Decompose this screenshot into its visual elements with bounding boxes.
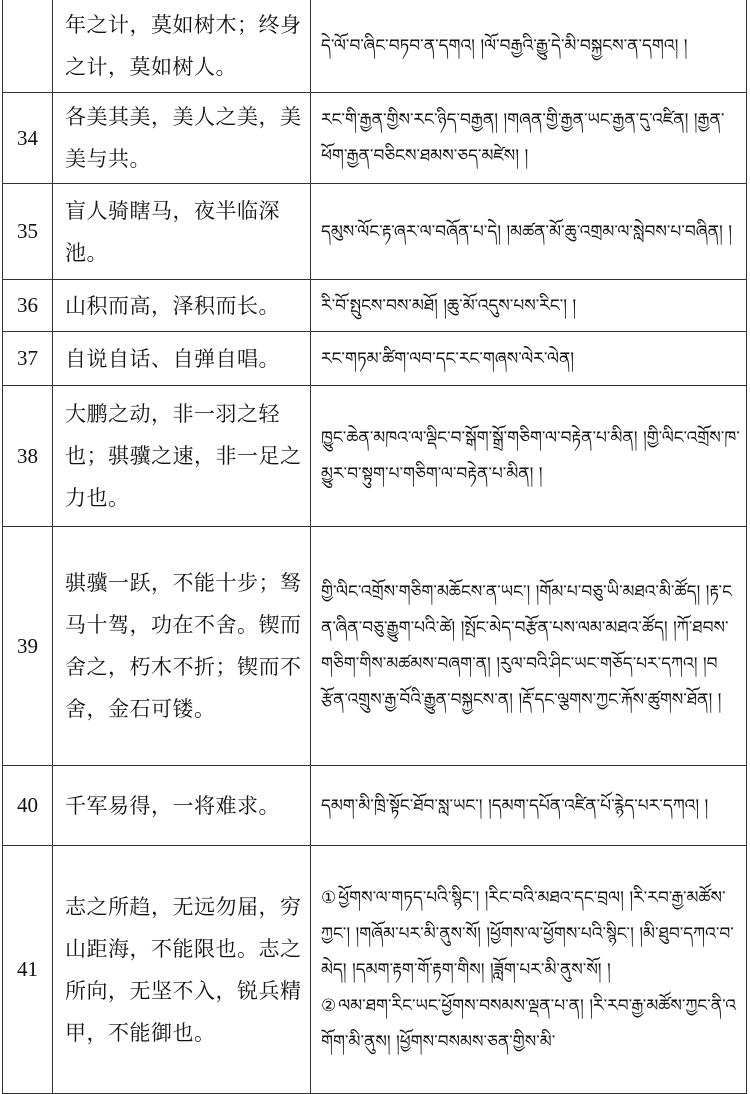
tibetan-translation-1 (321, 880, 740, 988)
chinese-text: 年之计，莫如树木；终身之计，莫如树人。 (53, 0, 311, 93)
row-number: 39 (3, 527, 53, 766)
tibetan-text: ཁྱུང་ཆེན་མཁའ་ལ་ལྡིང་བ་སྒོག་སྒྲོ་གཅིག་ལ་བརྟེན་པ་མིན། །གྱི་ལིང་འགྲོས་ཁ་མྱུར་བ་སྟུག་པ་གཅིག་ལ་བརྟེན་པ་མིན། ། (311, 386, 747, 527)
translation-table (2, 0, 747, 1094)
table-row (3, 527, 747, 766)
tibetan-text-part: ལམ་ཐག་རིང་ཡང་ཕྱོགས་བསམས་ལྡན་པ་ན། །རི་རབ་རྒྱ་མཚོས་ཀྱང་ནི་འགོག་མི་ནུས། །ཕྱོགས་བསམས་ཅན་གྱིས་མི་ (321, 995, 736, 1052)
tibetan-text: གྱི་ལིང་འགྲོས་གཅིག་མཆོངས་ན་ཡང་། །གོམ་པ་བཅུ་ཡི་མཐའ་མི་ཚོད། །རྟ་ངན་ཞིན་བཅུ་རྒྱུག་པའི་ཚེ། །སྤོང་མེད་བརྩོན་པས་ལམ་མཐའ་ཚོད། །ཀོ་ཐབས་གཅིག་གིས་མཚམས་བཞག་ན། །རུལ་བའི་ཤིང་ཡང་གཅོད་པར་དཀའ། །བརྩོན་འགྲུས་རྒྱ་བོའི་རྒྱུན་བསྐྱངས་ན། །རྡོ་དང་ལྕགས་ཀྱང་རྐོས་ཚུགས་ཐོན། ། (311, 527, 747, 766)
tibetan-text-part: ཕྱོགས་ལ་གཏད་པའི་སྙིང་། །རིང་བའི་མཐའ་དང་བྲལ། །རི་རབ་རྒྱ་མཚོས་ཀྱང་། །གཞོམ་པར་མི་ནུས་སོ། །ཕྱོགས་ལ་ཕྱོགས་པའི་སྙིང་། །མི་ཐུབ་དཀའ་བ་མེད། །དམག་རྟག་གོ་རྟག་གིས། །ཟློག་པར་མི་ནུས་སོ། ། (321, 887, 734, 980)
tibetan-text: དེ་ལོ་བ་ཞིང་བཏབ་ན་དགའ། །ལོ་བརྒྱའི་རྒྱུ་དེ་མི་བསྐྱངས་ན་དགའ། ། (311, 0, 747, 93)
chinese-text: 大鹏之动，非一羽之轻也；骐骥之速，非一足之力也。 (53, 386, 311, 527)
chinese-text: 骐骥一跃，不能十步；驽马十驾，功在不舍。锲而舍之，朽木不折；锲而不舍，金石可镂。 (53, 527, 311, 766)
table-row (3, 280, 747, 332)
tibetan-text: དམུས་ལོང་རྟ་ཞར་ལ་བཞོན་པ་དེ། །མཚན་མོ་ཆུ་འགྲམ་ལ་སླེབས་པ་བཞིན། ། (311, 184, 747, 280)
chinese-text: 千军易得，一将难求。 (53, 766, 311, 846)
table-row (3, 0, 747, 93)
chinese-text: 山积而高，泽积而长。 (53, 280, 311, 332)
tibetan-text (311, 846, 747, 1094)
table-row (3, 184, 747, 280)
tibetan-text: རང་གཏམ་ཚིག་ལབ་དང་རང་གཞས་ལེར་ལེན། (311, 332, 747, 386)
row-number: 34 (3, 93, 53, 184)
row-number: 40 (3, 766, 53, 846)
row-number: 35 (3, 184, 53, 280)
tibetan-text: རང་གི་རྒྱན་གྱིས་རང་ཉིད་བརྒྱན། །གཞན་གྱི་རྒྱན་ཡང་རྒྱན་དུ་འཛིན། །རྒྱན་ཕོག་རྒྱན་བཅིངས་ཐམས་ཅད་མཛེས། ། (311, 93, 747, 184)
row-number: 38 (3, 386, 53, 527)
tibetan-text: རི་བོ་སྤུངས་བས་མཐོ། །ཆུ་མོ་འདུས་པས་རིང་། ། (311, 280, 747, 332)
tibetan-translation-2 (321, 988, 740, 1060)
table-row (3, 846, 747, 1094)
chinese-text: 盲人骑瞎马，夜半临深池。 (53, 184, 311, 280)
chinese-text: 各美其美，美人之美，美美与共。 (53, 93, 311, 184)
chinese-text: 自说自话、自弹自唱。 (53, 332, 311, 386)
table-row (3, 766, 747, 846)
row-number: 37 (3, 332, 53, 386)
circled-two-marker: ② (321, 995, 337, 1016)
tibetan-text: དམག་མི་ཁྲི་སྟོང་ཐོབ་སླ་ཡང་། །དམག་དཔོན་འཛིན་པོ་རྙེད་པར་དཀའ། ། (311, 766, 747, 846)
row-number: 41 (3, 846, 53, 1094)
table-row (3, 93, 747, 184)
row-number (3, 0, 53, 93)
chinese-text: 志之所趋，无远勿届，穷山距海，不能限也。志之所向，无坚不入，锐兵精甲，不能御也。 (53, 846, 311, 1094)
row-number: 36 (3, 280, 53, 332)
table-row (3, 332, 747, 386)
table-row (3, 386, 747, 527)
circled-one-marker: ① (321, 887, 337, 908)
